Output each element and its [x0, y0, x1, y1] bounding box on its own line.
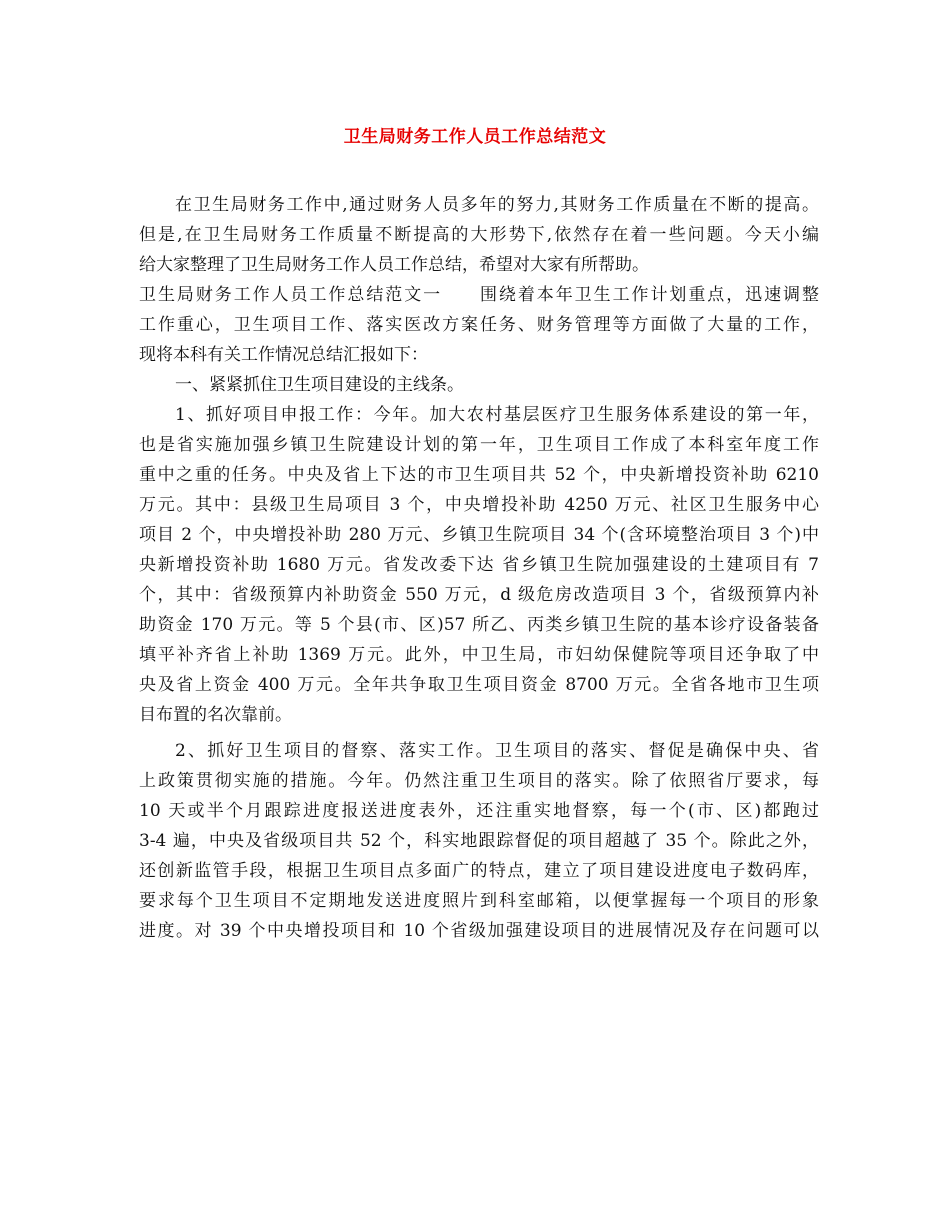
paragraph-item-2 — [139, 736, 819, 946]
text-line: 填平补齐省上补助 1369 万元。此外，中卫生局，市妇幼保健院等项目还争取了中 — [139, 645, 819, 665]
text-line: 也是省实施加强乡镇卫生院建设计划的第一年，卫生项目工作成了本科室年度工作 — [139, 435, 819, 455]
text-line: 助资金 170 万元。等 5 个县(市、区)57 所乙、丙类乡镇卫生院的基本诊疗设备装备 — [139, 615, 819, 635]
paragraph-section-heading — [139, 370, 819, 400]
paragraph-item-1 — [139, 400, 819, 730]
text-line: 央及省上资金 400 万元。全年共争取卫生项目资金 8700 万元。全省各地市卫生项 — [139, 675, 819, 695]
text-line: 在卫生局财务工作中,通过财务人员多年的努力,其财务工作质量在不断的提高。 — [175, 195, 819, 215]
text-line: 上政策贯彻实施的措施。今年。仍然注重卫生项目的落实。除了依照省厅要求，每 — [139, 771, 819, 791]
text-line: 目布置的名次靠前。 — [139, 705, 292, 725]
text-line: 工作重心，卫生项目工作、落实医改方案任务、财务管理等方面做了大量的工作， — [139, 315, 819, 335]
text-line: 重中之重的任务。中央及省上下达的市卫生项目共 52 个，中央新增投资补助 6210 — [139, 465, 819, 485]
text-line: 2、抓好卫生项目的督察、落实工作。卫生项目的落实、督促是确保中央、省 — [175, 741, 819, 761]
text-line: 万元。其中：县级卫生局项目 3 个，中央增投补助 4250 万元、社区卫生服务中心 — [139, 495, 819, 515]
text-line: 10 天或半个月跟踪进度报送进度表外，还注重实地督察，每一个(市、区)都跑过 — [139, 801, 819, 821]
document-title: 卫生局财务工作人员工作总结范文 — [343, 127, 607, 147]
text-line: 但是,在卫生局财务工作质量不断提高的大形势下,依然存在着一些问题。今天小编 — [139, 225, 819, 245]
text-line: 1、抓好项目申报工作：今年。加大农村基层医疗卫生服务体系建设的第一年， — [175, 405, 819, 425]
text-line: 现将本科有关工作情况总结汇报如下： — [139, 345, 428, 365]
text-line: 进度。对 39 个中央增投项目和 10 个省级加强建设项目的进展情况及存在问题可以 — [139, 921, 819, 941]
text-line: 3-4 遍，中央及省级项目共 52 个，科实地跟踪督促的项目超越了 35 个。除此之外， — [139, 831, 819, 851]
document-body — [139, 190, 819, 946]
text-line: 要求每个卫生项目不定期地发送进度照片到科室邮箱，以便掌握每一个项目的形象 — [139, 891, 819, 911]
paragraph-intro — [139, 190, 819, 280]
text-line: 个，其中：省级预算内补助资金 550 万元，d 级危房改造项目 3 个，省级预算内补 — [139, 585, 819, 605]
text-line: 还创新监管手段，根据卫生项目点多面广的特点，建立了项目建设进度电子数码库， — [139, 861, 819, 881]
text-line: 给大家整理了卫生局财务工作人员工作总结，希望对大家有所帮助。 — [139, 255, 649, 275]
text-line: 卫生局财务工作人员工作总结范文一 围绕着本年卫生工作计划重点，迅速调整 — [139, 285, 819, 305]
section-heading: 一、紧紧抓住卫生项目建设的主线条。 — [175, 375, 464, 395]
text-line: 项目 2 个，中央增投补助 280 万元、乡镇卫生院项目 34 个(含环境整治项目 3 个)中 — [139, 525, 819, 545]
paragraph-summary-heading — [139, 280, 819, 370]
text-line: 央新增投资补助 1680 万元。省发改委下达 省乡镇卫生院加强建设的土建项目有 7 — [139, 555, 819, 575]
